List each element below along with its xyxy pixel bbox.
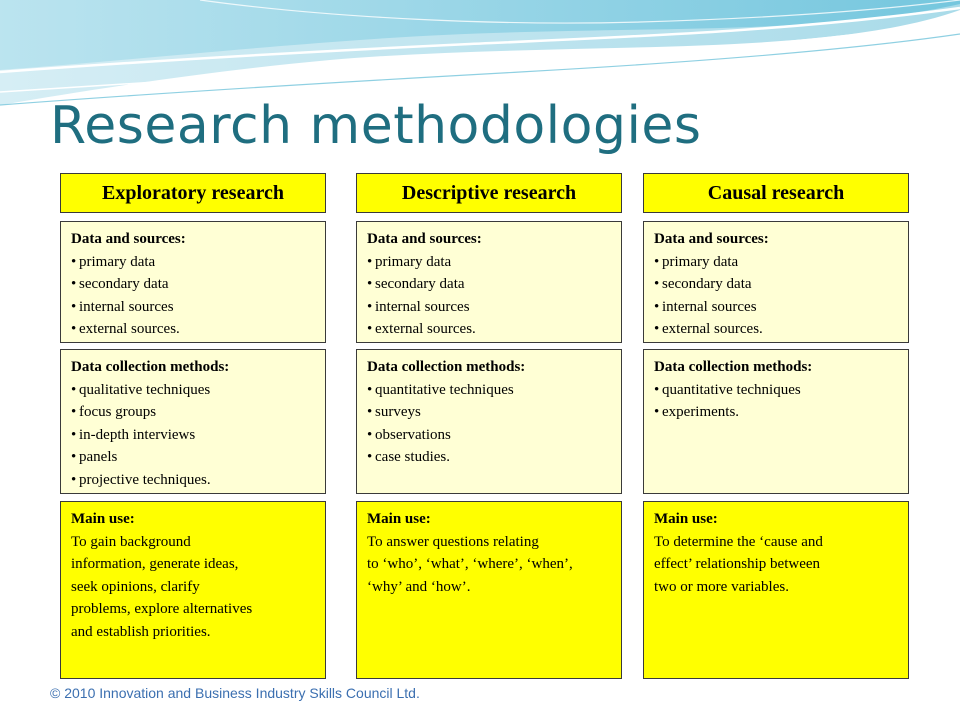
column-heading: Descriptive research	[356, 173, 622, 213]
main-use-box	[643, 501, 909, 679]
main-use-line: problems, explore alternatives	[71, 601, 253, 617]
box-label: Main use:	[71, 511, 135, 527]
list-item: • external sources.	[367, 318, 611, 341]
main-use-line: ‘why’ and ‘how’.	[367, 578, 471, 595]
list-item: • primary data	[654, 251, 898, 274]
list-item: • observations	[367, 424, 611, 447]
list-item: • projective techniques.	[71, 469, 315, 492]
list-item: • external sources.	[654, 318, 898, 341]
list-item: • qualitative techniques	[71, 379, 315, 402]
list-item: • experiments.	[654, 401, 898, 424]
main-use-line: two or more variables.	[654, 578, 789, 595]
list-item: • in-depth interviews	[71, 424, 315, 447]
main-use-line: information, generate ideas,	[71, 556, 239, 572]
box-label: Data and sources:	[654, 231, 769, 247]
data-sources-box	[60, 221, 326, 343]
list-item: • secondary data	[654, 273, 898, 296]
list-item: • panels	[71, 446, 315, 469]
list-item: • external sources.	[71, 318, 315, 341]
main-use-line: seek opinions, clarify	[71, 578, 200, 595]
list-item: • case studies.	[367, 446, 611, 469]
collection-methods-box	[356, 349, 622, 494]
list-item: • primary data	[71, 251, 315, 274]
data-sources-box	[643, 221, 909, 343]
list-item: • surveys	[367, 401, 611, 424]
main-use-box	[60, 501, 326, 679]
main-use-line: to ‘who’, ‘what’, ‘where’, ‘when’,	[367, 556, 573, 572]
box-label: Data and sources:	[367, 231, 482, 247]
list-item: • secondary data	[367, 273, 611, 296]
list-item: • quantitative techniques	[367, 379, 611, 402]
main-use-line: effect’ relationship between	[654, 556, 821, 572]
list-item: • internal sources	[654, 296, 898, 319]
main-use-line: To answer questions relating	[367, 533, 539, 550]
main-use-line: To determine the ‘cause and	[654, 533, 823, 550]
data-sources-box	[356, 221, 622, 343]
list-item: • internal sources	[367, 296, 611, 319]
box-label: Main use:	[367, 511, 431, 527]
box-label: Data and sources:	[71, 231, 186, 247]
list-item: • quantitative techniques	[654, 379, 898, 402]
list-item: • primary data	[367, 251, 611, 274]
column-heading: Exploratory research	[60, 173, 326, 213]
box-label: Data collection methods:	[367, 359, 526, 375]
list-item: • focus groups	[71, 401, 315, 424]
list-item: • secondary data	[71, 273, 315, 296]
copyright-footer: © 2010 Innovation and Business Industry Skills Council Ltd.	[50, 685, 420, 701]
slide-title: Research methodologies	[50, 96, 702, 156]
box-label: Data collection methods:	[71, 359, 230, 375]
main-use-line: and establish priorities.	[71, 623, 211, 640]
main-use-box	[356, 501, 622, 679]
box-label: Data collection methods:	[654, 359, 813, 375]
main-use-line: To gain background	[71, 533, 191, 550]
collection-methods-box	[60, 349, 326, 494]
box-label: Main use:	[654, 511, 718, 527]
list-item: • internal sources	[71, 296, 315, 319]
collection-methods-box	[643, 349, 909, 494]
column-heading: Causal research	[643, 173, 909, 213]
